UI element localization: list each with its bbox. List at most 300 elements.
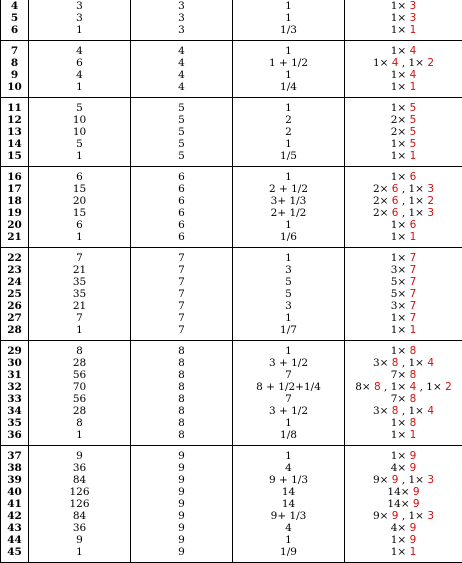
count-cell: 1 (29, 546, 131, 563)
base-cell: 6 (131, 231, 233, 248)
expression-cell (345, 195, 462, 207)
table-row (1, 498, 462, 510)
expression-cell (345, 219, 462, 231)
expression-text: 3× (391, 264, 410, 276)
count-cell: 1 (29, 24, 131, 41)
expression-text: 1× (391, 231, 410, 243)
table-row (1, 41, 462, 58)
table-row (1, 248, 462, 265)
expression-text: 3× (391, 300, 410, 312)
base-cell: 6 (131, 167, 233, 184)
expression-text: 1× (391, 534, 410, 546)
expression-cell (345, 312, 462, 324)
count-cell: 1 (29, 324, 131, 341)
expression-text: 1× (391, 312, 410, 324)
fraction-cell: 1 (233, 167, 345, 184)
base-cell: 7 (131, 264, 233, 276)
base-cell: 5 (131, 126, 233, 138)
expression-cell (345, 498, 462, 510)
base-cell: 4 (131, 57, 233, 69)
base-cell: 5 (131, 138, 233, 150)
fraction-cell: 1 (233, 219, 345, 231)
expression-text: 14× (387, 486, 413, 498)
highlighted-term: 1 (410, 24, 417, 36)
highlighted-term: 5 (410, 102, 417, 114)
table-row (1, 276, 462, 288)
base-cell: 9 (131, 522, 233, 534)
expression-text: 1× (391, 219, 410, 231)
highlighted-term: 7 (410, 288, 417, 300)
base-cell: 9 (131, 446, 233, 463)
highlighted-term: 3 (427, 207, 434, 219)
fraction-cell: 4 (233, 462, 345, 474)
highlighted-term: 8 (374, 381, 381, 393)
expression-cell (345, 24, 462, 41)
row-number-cell: 12 (1, 114, 29, 126)
expression-cell (345, 546, 462, 563)
row-number-cell: 11 (1, 98, 29, 115)
expression-text: 4× (391, 522, 410, 534)
expression-text: 2× (373, 195, 392, 207)
table-row (1, 324, 462, 341)
base-cell: 8 (131, 405, 233, 417)
expression-cell (345, 114, 462, 126)
fraction-cell: 2 (233, 114, 345, 126)
expression-text: , 1× (398, 510, 427, 522)
count-cell: 3 (29, 12, 131, 24)
highlighted-term: 7 (410, 252, 417, 264)
expression-cell (345, 69, 462, 81)
table-row (1, 288, 462, 300)
count-cell: 1 (29, 231, 131, 248)
highlighted-term: 9 (410, 462, 417, 474)
table-row (1, 312, 462, 324)
fraction-cell: 1 (233, 41, 345, 58)
highlighted-term: 9 (410, 450, 417, 462)
row-number-cell: 43 (1, 522, 29, 534)
table-row (1, 167, 462, 184)
highlighted-term: 6 (410, 171, 417, 183)
count-cell: 36 (29, 522, 131, 534)
row-number-cell: 28 (1, 324, 29, 341)
base-cell: 8 (131, 381, 233, 393)
count-cell: 5 (29, 98, 131, 115)
expression-text: , 1× (416, 381, 445, 393)
highlighted-term: 5 (410, 114, 417, 126)
highlighted-term: 4 (410, 69, 417, 81)
expression-text: , 1× (381, 381, 410, 393)
table-row (1, 446, 462, 463)
highlighted-term: 8 (410, 345, 417, 357)
highlighted-term: 6 (392, 183, 399, 195)
highlighted-term: 4 (427, 357, 434, 369)
count-cell: 6 (29, 167, 131, 184)
table-row (1, 405, 462, 417)
base-cell: 9 (131, 510, 233, 522)
expression-text: 9× (373, 510, 392, 522)
table-row (1, 300, 462, 312)
expression-text: , 1× (398, 405, 427, 417)
highlighted-term: 4 (410, 45, 417, 57)
fraction-cell: 4 (233, 522, 345, 534)
table-row (1, 207, 462, 219)
expression-text: 2× (373, 183, 392, 195)
expression-text: 4× (391, 462, 410, 474)
count-cell: 70 (29, 381, 131, 393)
expression-cell (345, 183, 462, 195)
row-number-cell: 16 (1, 167, 29, 184)
count-cell: 7 (29, 312, 131, 324)
highlighted-term: 6 (410, 219, 417, 231)
expression-text: 1× (391, 450, 410, 462)
highlighted-term: 5 (410, 126, 417, 138)
fraction-cell: 5 (233, 288, 345, 300)
table-row (1, 486, 462, 498)
row-number-cell: 15 (1, 150, 29, 167)
count-cell: 7 (29, 248, 131, 265)
highlighted-term: 1 (410, 429, 417, 441)
row-number-cell: 44 (1, 534, 29, 546)
row-number-cell: 45 (1, 546, 29, 563)
count-cell: 5 (29, 138, 131, 150)
fraction-cell: 1 + 1/2 (233, 57, 345, 69)
expression-text: 9× (373, 474, 392, 486)
highlighted-term: 1 (410, 81, 417, 93)
fraction-cell: 1 (233, 341, 345, 358)
count-cell: 28 (29, 405, 131, 417)
row-number-cell: 8 (1, 57, 29, 69)
highlighted-term: 6 (392, 195, 399, 207)
table-row (1, 522, 462, 534)
base-cell: 4 (131, 41, 233, 58)
row-number-cell: 25 (1, 288, 29, 300)
count-cell: 35 (29, 288, 131, 300)
expression-text: , 1× (398, 357, 427, 369)
row-number-cell: 35 (1, 417, 29, 429)
row-number-cell: 32 (1, 381, 29, 393)
row-number-cell: 13 (1, 126, 29, 138)
expression-text: 1× (391, 345, 410, 357)
base-cell: 8 (131, 393, 233, 405)
table-row (1, 195, 462, 207)
expression-text: 1× (391, 138, 410, 150)
table-row (1, 57, 462, 69)
highlighted-term: 4 (392, 57, 399, 69)
highlighted-term: 8 (410, 393, 417, 405)
count-cell: 1 (29, 81, 131, 98)
expression-cell (345, 138, 462, 150)
table-row (1, 114, 462, 126)
count-cell: 4 (29, 69, 131, 81)
expression-cell (345, 150, 462, 167)
expression-cell (345, 12, 462, 24)
row-number-cell: 40 (1, 486, 29, 498)
row-number-cell: 14 (1, 138, 29, 150)
expression-text: , 1× (398, 207, 427, 219)
table-row (1, 417, 462, 429)
expression-cell (345, 126, 462, 138)
row-number-cell: 42 (1, 510, 29, 522)
fraction-cell: 14 (233, 486, 345, 498)
row-number-cell: 36 (1, 429, 29, 446)
fraction-cell: 1 (233, 248, 345, 265)
expression-text: 7× (391, 393, 410, 405)
base-cell: 6 (131, 207, 233, 219)
highlighted-term: 9 (413, 486, 420, 498)
expression-cell (345, 369, 462, 381)
row-number-cell: 33 (1, 393, 29, 405)
expression-cell (345, 81, 462, 98)
table-row (1, 462, 462, 474)
fraction-cell: 1 (233, 534, 345, 546)
count-cell: 56 (29, 393, 131, 405)
highlighted-term: 8 (392, 405, 399, 417)
fraction-cell: 8 + 1/2+1/4 (233, 381, 345, 393)
highlighted-term: 9 (410, 534, 417, 546)
base-cell: 3 (131, 0, 233, 12)
table-row (1, 183, 462, 195)
table-row (1, 126, 462, 138)
expression-cell (345, 393, 462, 405)
fraction-cell: 9+ 1/3 (233, 510, 345, 522)
expression-cell (345, 474, 462, 486)
table-row (1, 150, 462, 167)
row-number-cell: 20 (1, 219, 29, 231)
count-cell: 15 (29, 207, 131, 219)
expression-text: 1× (391, 546, 410, 558)
row-number-cell: 37 (1, 446, 29, 463)
expression-cell (345, 41, 462, 58)
expression-text: 14× (387, 498, 413, 510)
fraction-cell: 1/4 (233, 81, 345, 98)
row-number-cell: 7 (1, 41, 29, 58)
table-body (1, 0, 462, 563)
expression-cell (345, 510, 462, 522)
expression-cell (345, 429, 462, 446)
expression-cell (345, 486, 462, 498)
highlighted-term: 9 (410, 522, 417, 534)
base-cell: 7 (131, 276, 233, 288)
expression-cell (345, 417, 462, 429)
base-cell: 9 (131, 474, 233, 486)
base-cell: 3 (131, 24, 233, 41)
highlighted-term: 3 (427, 183, 434, 195)
count-cell: 9 (29, 534, 131, 546)
highlighted-term: 1 (410, 150, 417, 162)
base-cell: 3 (131, 12, 233, 24)
count-cell: 10 (29, 114, 131, 126)
expression-text: 5× (391, 276, 410, 288)
fraction-cell: 1/6 (233, 231, 345, 248)
count-cell: 21 (29, 300, 131, 312)
table-row (1, 81, 462, 98)
expression-text: , 1× (398, 183, 427, 195)
row-number-cell: 24 (1, 276, 29, 288)
expression-text: 1× (373, 57, 392, 69)
count-cell: 10 (29, 126, 131, 138)
expression-text: 8× (355, 381, 374, 393)
base-cell: 9 (131, 462, 233, 474)
table-row (1, 546, 462, 563)
base-cell: 5 (131, 114, 233, 126)
row-number-cell: 5 (1, 12, 29, 24)
table-row (1, 429, 462, 446)
table-row (1, 474, 462, 486)
highlighted-term: 9 (413, 498, 420, 510)
row-number-cell: 41 (1, 498, 29, 510)
expression-cell (345, 264, 462, 276)
row-number-cell: 34 (1, 405, 29, 417)
row-number-cell: 19 (1, 207, 29, 219)
expression-cell (345, 446, 462, 463)
expression-cell (345, 522, 462, 534)
row-number-cell: 4 (1, 0, 29, 12)
table-row (1, 341, 462, 358)
highlighted-term: 7 (410, 276, 417, 288)
base-cell: 8 (131, 341, 233, 358)
row-number-cell: 10 (1, 81, 29, 98)
highlighted-term: 3 (410, 12, 417, 24)
count-cell: 6 (29, 57, 131, 69)
expression-cell (345, 462, 462, 474)
expression-text: 1× (391, 429, 410, 441)
fraction-cell: 1 (233, 417, 345, 429)
row-number-cell: 22 (1, 248, 29, 265)
fraction-cell: 2 (233, 126, 345, 138)
base-cell: 6 (131, 219, 233, 231)
highlighted-term: 9 (392, 474, 399, 486)
row-number-cell: 21 (1, 231, 29, 248)
count-cell: 8 (29, 341, 131, 358)
base-cell: 8 (131, 429, 233, 446)
fraction-cell: 1 (233, 0, 345, 12)
table-row (1, 264, 462, 276)
expression-text: 1× (391, 150, 410, 162)
table-row (1, 98, 462, 115)
fraction-cell: 2 + 1/2 (233, 183, 345, 195)
expression-text: 1× (391, 252, 410, 264)
table-row (1, 381, 462, 393)
count-cell: 15 (29, 183, 131, 195)
fraction-cell: 1 (233, 446, 345, 463)
count-cell: 6 (29, 219, 131, 231)
highlighted-term: 4 (427, 405, 434, 417)
table-row (1, 138, 462, 150)
expression-text: 1× (391, 81, 410, 93)
row-number-cell: 38 (1, 462, 29, 474)
fraction-cell: 3 + 1/2 (233, 405, 345, 417)
expression-text: 3× (373, 357, 392, 369)
base-cell: 9 (131, 546, 233, 563)
highlighted-term: 8 (410, 417, 417, 429)
expression-cell (345, 357, 462, 369)
expression-text: , 1× (398, 195, 427, 207)
fraction-cell: 1/9 (233, 546, 345, 563)
base-cell: 5 (131, 98, 233, 115)
highlighted-term: 7 (410, 264, 417, 276)
fraction-cell: 1 (233, 98, 345, 115)
highlighted-term: 3 (427, 510, 434, 522)
highlighted-term: 7 (410, 312, 417, 324)
fraction-cell: 7 (233, 369, 345, 381)
base-cell: 7 (131, 288, 233, 300)
table-row (1, 24, 462, 41)
expression-cell (345, 231, 462, 248)
base-cell: 8 (131, 417, 233, 429)
row-number-cell: 29 (1, 341, 29, 358)
expression-text: 1× (391, 24, 410, 36)
row-number-cell: 26 (1, 300, 29, 312)
base-cell: 7 (131, 248, 233, 265)
base-cell: 7 (131, 324, 233, 341)
highlighted-term: 3 (410, 0, 417, 12)
count-cell: 1 (29, 429, 131, 446)
fraction-cell: 1/3 (233, 24, 345, 41)
fraction-cell: 1/7 (233, 324, 345, 341)
expression-cell (345, 300, 462, 312)
table-row (1, 231, 462, 248)
expression-text: 1× (391, 171, 410, 183)
highlighted-term: 2 (427, 57, 434, 69)
expression-cell (345, 288, 462, 300)
expression-text: 7× (391, 369, 410, 381)
expression-text: 3× (373, 405, 392, 417)
row-number-cell: 30 (1, 357, 29, 369)
expression-text: 1× (391, 45, 410, 57)
table-row (1, 369, 462, 381)
count-cell: 35 (29, 276, 131, 288)
base-cell: 6 (131, 183, 233, 195)
highlighted-term: 8 (410, 369, 417, 381)
expression-text: 1× (391, 102, 410, 114)
base-cell: 9 (131, 534, 233, 546)
base-cell: 8 (131, 357, 233, 369)
fraction-cell: 1 (233, 312, 345, 324)
row-number-cell: 27 (1, 312, 29, 324)
base-cell: 6 (131, 195, 233, 207)
count-cell: 20 (29, 195, 131, 207)
highlighted-term: 6 (392, 207, 399, 219)
table-row (1, 534, 462, 546)
expression-text: 1× (391, 69, 410, 81)
expression-cell (345, 0, 462, 12)
count-cell: 28 (29, 357, 131, 369)
row-number-cell: 9 (1, 69, 29, 81)
count-cell: 36 (29, 462, 131, 474)
expression-cell (345, 405, 462, 417)
highlighted-term: 7 (410, 300, 417, 312)
expression-cell (345, 167, 462, 184)
expression-cell (345, 98, 462, 115)
table-row (1, 357, 462, 369)
count-cell: 21 (29, 264, 131, 276)
base-cell: 4 (131, 69, 233, 81)
base-cell: 7 (131, 312, 233, 324)
table-row (1, 393, 462, 405)
expression-text: 1× (391, 324, 410, 336)
fraction-cell: 2+ 1/2 (233, 207, 345, 219)
count-cell: 8 (29, 417, 131, 429)
expression-cell (345, 324, 462, 341)
table-row (1, 0, 462, 12)
base-cell: 5 (131, 150, 233, 167)
base-cell: 9 (131, 486, 233, 498)
fraction-cell: 7 (233, 393, 345, 405)
fraction-cell: 1 (233, 69, 345, 81)
highlighted-term: 8 (392, 357, 399, 369)
count-cell: 9 (29, 446, 131, 463)
count-cell: 3 (29, 0, 131, 12)
